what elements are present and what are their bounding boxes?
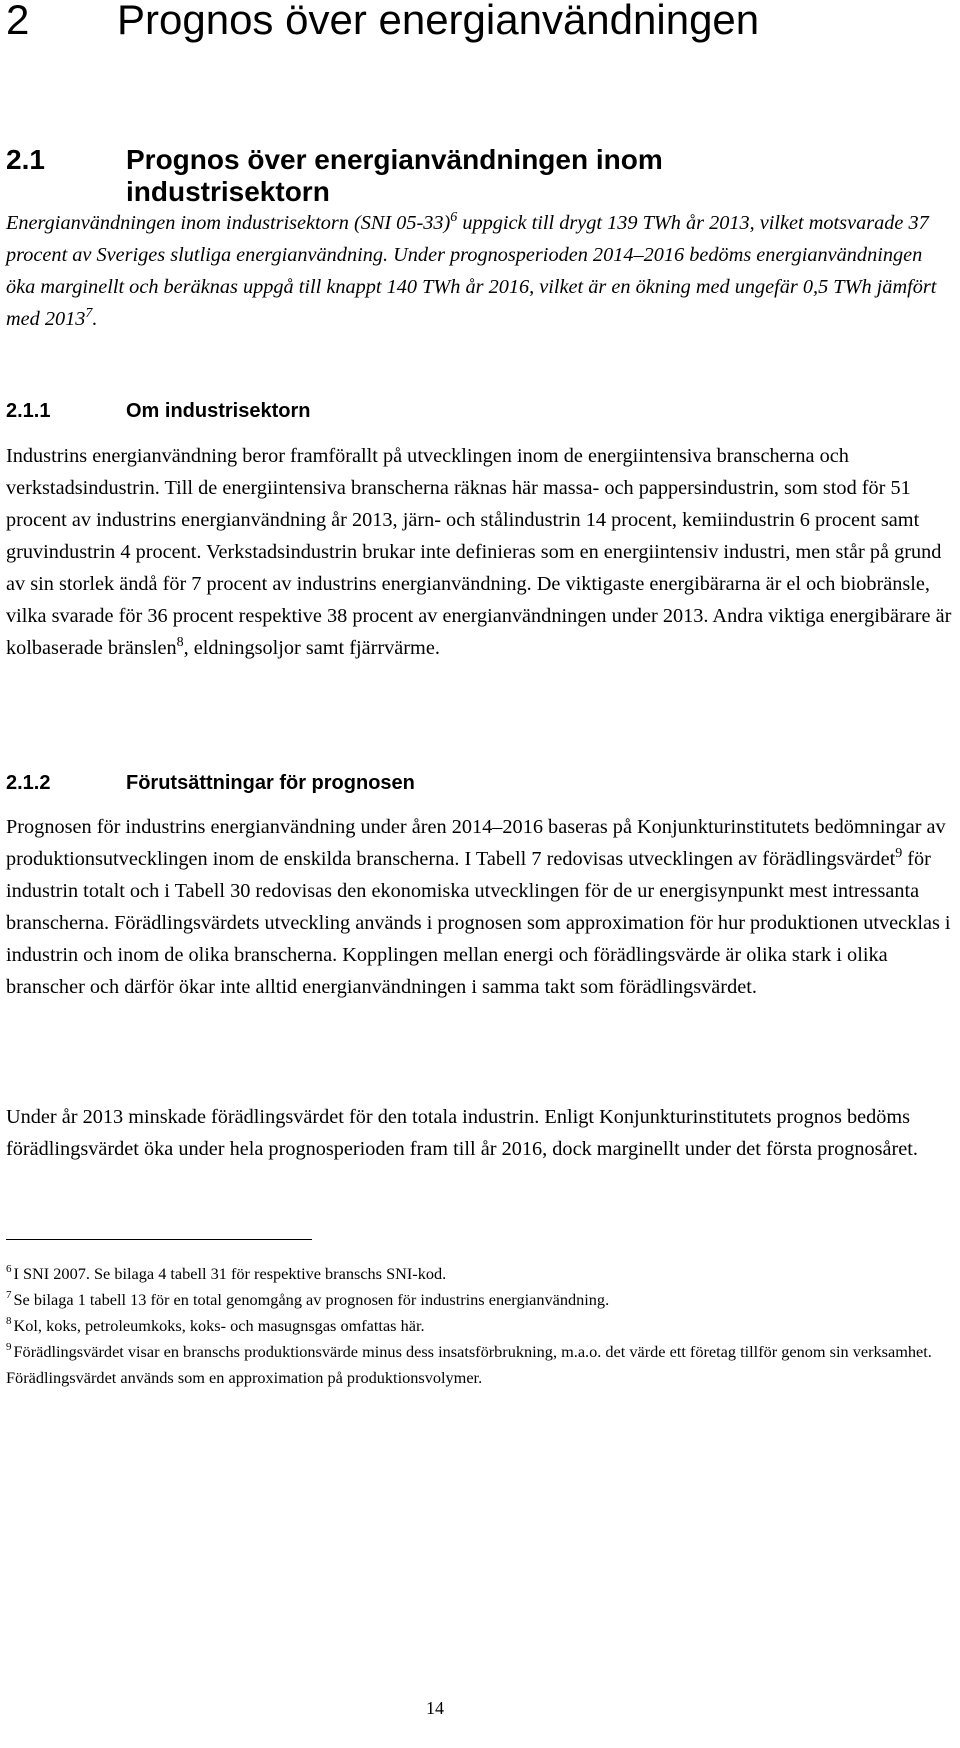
paragraph-212-2: Under år 2013 minskade förädlingsvärdet för den totala industrin. Enligt Konjunkturinstitutets prognos bedöms förädlingsvärdet öka under hela prognosperioden fram till år 2016, dock marginellt under det första prognosåret.: [6, 1106, 919, 1160]
paragraph-text: Industrins energianvändning beror framförallt på utvecklingen inom de energiintensiva branscherna och verkstadsindustrin. Till de energiintensiva branscherna räknas här massa- och pappersindustrin, som stod för 51 procent av industrins energianvändning år 2013, järn- och stålindustrin 14 procent, kemiindustrin 6 procent samt gruvindustrin 4 procent. Verkstadsindustrin brukar inte definieras som en energiintensiv industri, men står på grund av sin storlek ändå för 7 procent av industrins energianvändning. De viktigaste energibärarna är el och biobränsle, vilka svarade för 36 procent respektive 38 procent av energianvändningen under 2013. Andra viktiga energibärare är kolbaserade bränslen: [6, 445, 952, 659]
footnote-8: [6, 1313, 956, 1339]
footnote-6: [6, 1261, 956, 1287]
footnote-text: Förädlingsvärdet visar en branschs produktionsvärde minus dess insatsförbrukning, m.a.o. det värde ett företag tillför genom sin verksamhet. Förädlingsvärdet används som en approximation på produktionsvolymer.: [6, 1342, 932, 1387]
footnote-text: Se bilaga 1 tabell 13 för en total genomgång av prognosen för industrins energianvändning.: [13, 1290, 610, 1309]
subsection-title: Om industrisektorn: [126, 400, 311, 422]
subsection-title: Förutsättningar för prognosen: [126, 772, 415, 794]
subsection-number: 2.1.1: [6, 400, 51, 422]
footnote-9: [6, 1339, 956, 1391]
paragraph-text: Prognosen för industrins energianvändning under åren 2014–2016 baseras på Konjunkturinstitutets bedömningar av produktionsutvecklingen inom de enskilda branscherna. I Tabell 7 redovisas utvecklingen av förädlingsvärdet: [6, 816, 946, 870]
chapter-heading: [6, 0, 759, 44]
chapter-number: 2: [6, 0, 30, 43]
paragraph-text: , eldningsoljor samt fjärrvärme.: [183, 637, 440, 659]
footnote-number: 9: [6, 1341, 12, 1353]
intro-text-3: .: [92, 308, 98, 330]
footnote-7: [6, 1287, 956, 1313]
chapter-title: Prognos över energianvändningen: [117, 0, 760, 43]
footnotes: [6, 1261, 956, 1391]
page-number: 14: [426, 1698, 444, 1718]
footnote-separator: [6, 1239, 312, 1240]
footnote-ref-8: 8: [176, 635, 184, 650]
footnote-text: I SNI 2007. Se bilaga 4 tabell 31 för respektive branschs SNI-kod.: [13, 1264, 447, 1283]
paragraph-text: för industrin totalt och i Tabell 30 redovisas den ekonomiska utvecklingen för de ur energisynpunkt mest intressanta branscherna. Förädlingsvärdets utveckling används i prognosen som approximation för hur produktionen utvecklas i industrin och inom de olika branscherna. Kopplingen mellan energi och förädlingsvärde är olika stark i olika branscher och därför ökar inte alltid energianvändningen i samma takt som förädlingsvärdet.: [6, 848, 951, 998]
footnote-ref-7: 7: [85, 306, 93, 321]
footnote-number: 6: [6, 1263, 12, 1275]
intro-text-1: Energianvändningen inom industrisektorn (SNI 05-33): [6, 212, 451, 234]
paragraph-211: [6, 440, 956, 664]
footnote-text: Kol, koks, petroleumkoks, koks- och masugnsgas omfattas här.: [13, 1316, 425, 1335]
paragraph-212-1: [6, 811, 956, 1003]
footnote-number: 7: [6, 1289, 12, 1301]
section-number: 2.1: [6, 144, 45, 175]
section-title: Prognos över energianvändningen inom industrisektorn: [126, 144, 663, 207]
footnote-ref-6: 6: [450, 210, 458, 225]
intro-text-2: uppgick till drygt 139 TWh år 2013, vilket motsvarade 37 procent av Sveriges slutliga energianvändning. Under prognosperioden 2014–2016 bedöms energianvändningen öka marginellt och beräknas uppgå till knappt 140 TWh år 2016, vilket är en ökning med ungefär 0,5 TWh jämfört med 2013: [6, 212, 937, 330]
intro-paragraph: [6, 207, 946, 335]
footnote-number: 8: [6, 1315, 12, 1327]
footnote-ref-9: 9: [895, 846, 903, 861]
subsection-number: 2.1.2: [6, 772, 51, 794]
